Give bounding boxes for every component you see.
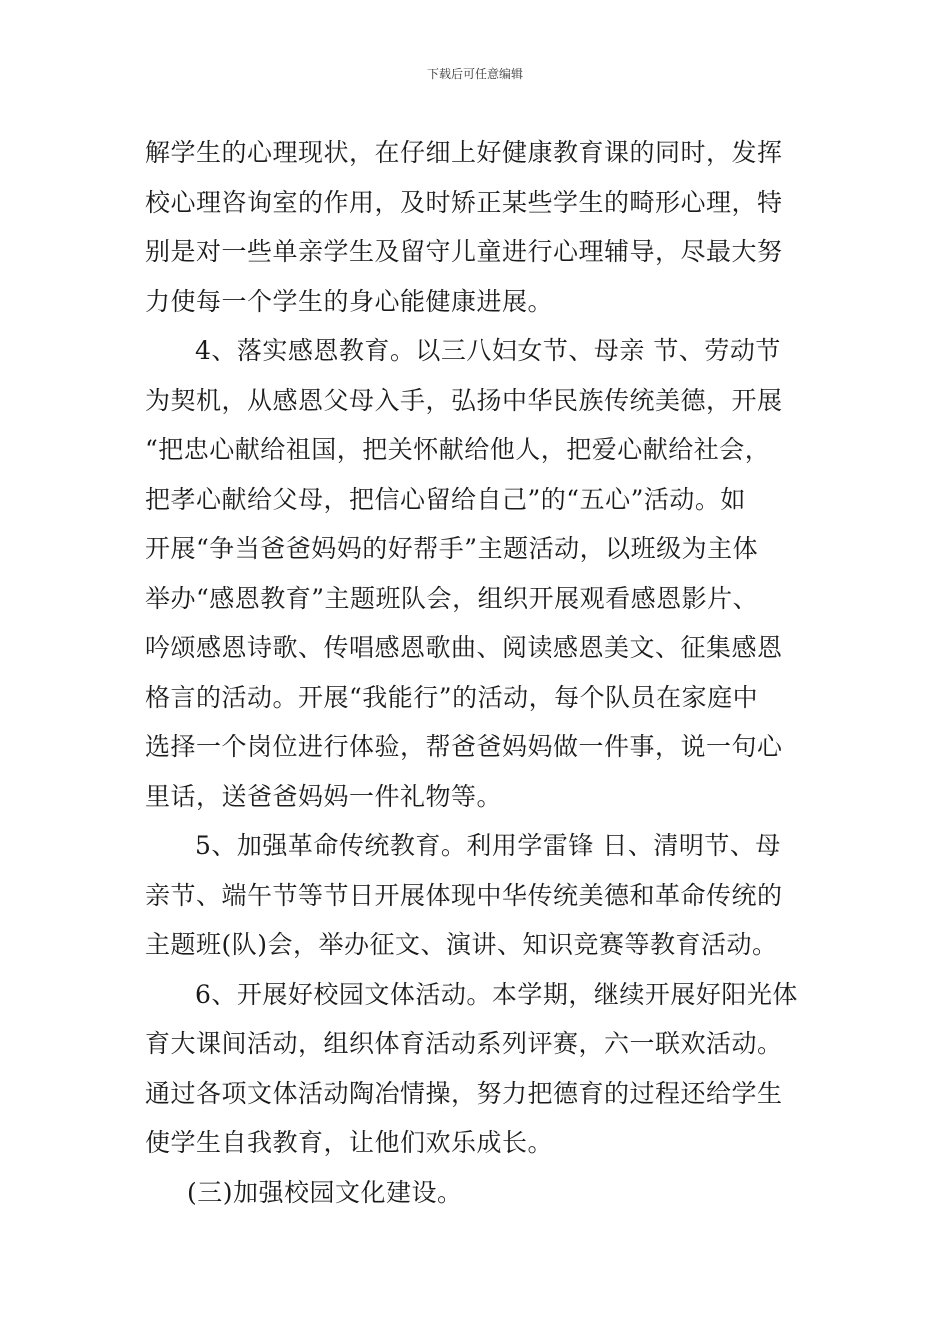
document-body: [145, 128, 813, 1217]
text-line: 吟颂感恩诗歌、传唱感恩歌曲、阅读感恩美文、征集感恩: [145, 633, 783, 662]
text-line: 把孝心献给父母，把信心留给自己”的“五心”活动。如: [145, 484, 746, 514]
paragraph-start-line: 5、加强革命传统教育。利用学雷锋 日、清明节、母: [195, 831, 781, 860]
text-line: 格言的活动。开展“我能行”的活动，每个队员在家庭中: [145, 682, 759, 712]
text-line: 为契机，从感恩父母入手，弘扬中华民族传统美德，开展: [145, 385, 783, 415]
paragraph-start-line: 6、开展好校园文体活动。本学期，继续开展好阳光体: [195, 979, 798, 1009]
text-line: “把忠心献给祖国，把关怀献给他人，把爱心献给社会，: [145, 435, 771, 464]
text-line: 亲节、端午节等节日开展体现中华传统美德和革命传统的: [145, 880, 783, 910]
text-line: 力使每一个学生的身心能健康进展。: [145, 286, 554, 316]
paragraph-start-line: 4、落实感恩教育。以三八妇女节、母亲 节、劳动节: [195, 336, 781, 365]
text-line: 解学生的心理现状，在仔细上好健康教育课的同时，发挥: [145, 138, 783, 167]
text-line: 通过各项文体活动陶冶情操，努力把德育的过程还给学生: [145, 1078, 783, 1108]
text-line: 校心理咨询室的作用，及时矫正某些学生的畸形心理，特: [145, 187, 783, 217]
text-line: 举办“感恩教育”主题班队会，组织开展观看感恩影片、: [145, 583, 759, 613]
text-line: 使学生自我教育，让他们欢乐成长。: [145, 1128, 554, 1157]
text-line: 里话，送爸爸妈妈一件礼物等。: [145, 781, 503, 811]
page-header: 下载后可任意编辑: [426, 67, 523, 81]
text-line: 育大课间活动，组织体育活动系列评赛，六一联欢活动。: [145, 1029, 783, 1058]
section-heading: (三)加强校园文化建设。: [187, 1177, 463, 1207]
text-line: 主题班(队)会，举办征文、演讲、知识竞赛等教育活动。: [145, 930, 778, 959]
text-line: 别是对一些单亲学生及留守儿童进行心理辅导，尽最大努: [145, 237, 783, 266]
text-line: 开展“争当爸爸妈妈的好帮手”主题活动，以班级为主体: [145, 534, 759, 563]
text-line: 选择一个岗位进行体验，帮爸爸妈妈做一件事，说一句心: [145, 732, 783, 761]
